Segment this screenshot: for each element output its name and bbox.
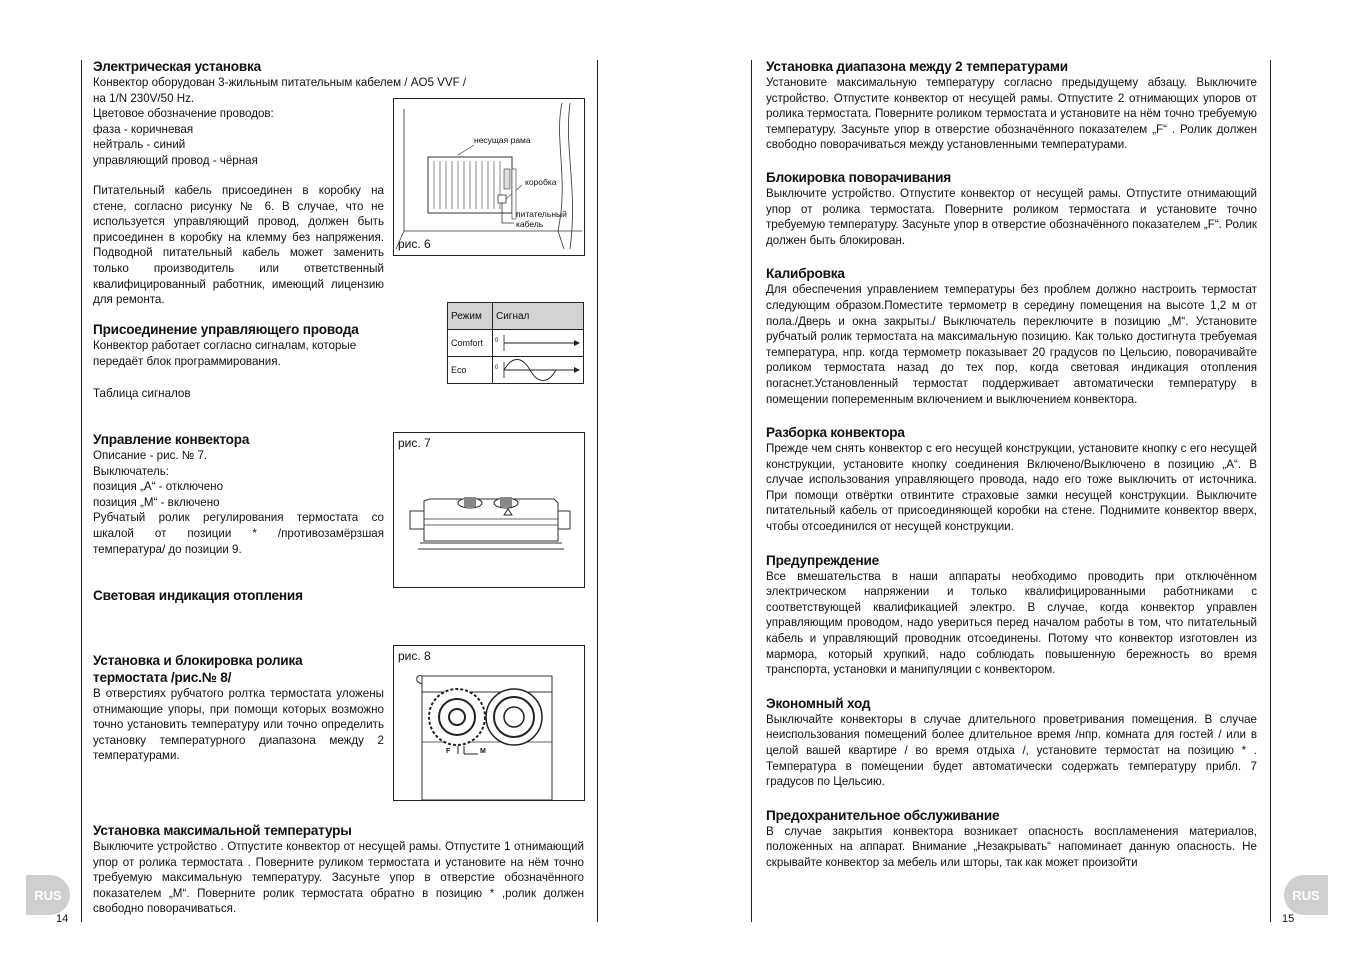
left-margin-rule [81,60,82,922]
economy-title: Экономный ход [766,695,871,711]
figure-8-thermostat [393,645,585,801]
management-switch-text: Описание - рис. № 7. Выключатель: позиция „А“ - отключено позиция „М“ - включено [93,449,224,509]
electrical-title: Электрическая установка [93,59,262,74]
range-text: Установите максимальную температуру согласно предыдущему абзацу. Выключите устройство. Отпустите конвектор от несущей рамы. Отпустите 2 отнимающих упоров от ролика термостата. Поверните роликом термостата и установите на нём точно требуемую температуру. Засуньте упор в отверстие обозначённого показателем „F“ . Ролик должен свободно поворачиваться между установленными температурами. [766,76,1257,152]
control-wire-text: Конвектор работает согласно сигналам, которые передаёт блок программирования. [93,339,357,368]
max-temp-title: Установка максимальной температуры [93,823,352,838]
calibration-title: Калибровка [766,266,845,282]
eco-zero-mark: 0 [495,365,499,371]
page-number-left: 14 [56,913,69,925]
electrical-wiring-text: Конвектор оборудован 3-жильным питательным кабелем / AO5 VVF / на 1/N 230V/50 Hz. Цветовое обозначение проводов: фаза - коричневая нейтраль - синий управляющий провод - чёрная [93,76,467,167]
left-page-edge-rule [597,60,598,922]
signal-table-caption-block [93,386,191,402]
eco-signal-icon [502,359,580,381]
roller-lock-text: В отверстиях рубчатого ролтка термостата уложены отнимающие упоры, при помощи которых возможно точно установить температуру или точно определить установку температурного диапазона между 2 температурами. [93,687,384,763]
safety-title: Предохранительное обслуживание [766,807,1000,823]
management-section [93,431,384,557]
block-text: Выключите устройство. Отпустите конвектор от несущей рамы. Отпустите отнимающий упор от ролика термостата. Поверните роликом термостата и установите точно требуемую температуру. Засуньте упор в отверстие обозначённого показателем „F“. Ролик должен быть блокирован. [766,186,1257,247]
block-title: Блокировка поворачивания [766,169,952,185]
control-wire-section [93,321,393,369]
signal-row-eco-graph [493,357,584,384]
cable-callout-label: питательный кабель [516,209,567,229]
calibration-text: Для обеспечения управлением температуры без проблем должно настроить термостат следующим образом.Поместите термометр в середину помещения на высоте 1,2 м от пола./Дверь и окна закрыты./ Выключатель переключите в позицию „М“. Установите рубчатый ролик термостата на максимальную позицию. Как только достигнута требуемая температура, нпр. когда термометр показывает 20 градусов по Цельсию, поворачивайте роликом термостата назад до тех пор, когда световая индикация отопления погаснет.Установленный термостат поддерживает автоматически температуру в помещении попеременным включением и выключением конвектора. [766,283,1257,406]
control-wire-title: Присоединение управляющего провода [93,322,359,337]
figure-8-label: рис. 8 [398,649,431,663]
roller-lock-title: Установка и блокировка ролика термостата /рис.№ 8/ [93,653,303,685]
roller-lock-section [93,652,384,764]
right-margin-rule [1270,60,1271,922]
signal-row-comfort-mode: Comfort [448,330,493,357]
economy-text: Выключайте конвекторы в случае длительного проветривания помещения. В случае неиспользования помещений более длительное время /нпр. комната для гостей / или в целой вашей квартире / во время отдыха /, установите термостат на позицию * . Температура в помещении будет автоматически содержать температуру прибл. 7 градусов по Цельсию. [766,712,1257,789]
frame-callout-label: несущая рама [474,135,531,145]
language-badge-right: RUS [1284,875,1328,915]
max-temp-section [93,822,584,917]
range-title: Установка диапазона между 2 температурами [766,59,1068,74]
figure-6-installation [393,98,585,256]
management-title: Управление конвектора [93,432,250,447]
figure-7-label: рис. 7 [398,436,431,450]
heating-light-title: Световая индикация отопления [93,588,303,603]
max-temp-text: Выключите устройство . Отпустите конвектор от несущей рамы. Отпустите 1 отнимающий упор от ролика термостата . Поверните руликом термостата и установите на нём точно требуемую максимальную температуру. Засуньте упор в отверстие обозначённого показателем „М“. Поверните ролик термостата обратно в позицию * ,ролик должен свободно поворачиваться. [93,840,584,916]
box-callout-label: коробка [525,177,557,187]
electrical-cable-text-block [93,183,384,308]
warning-text: Все вмешательства в наши аппараты необходимо проводить при отключённом электрическом напряжении и только квалифицированными работниками с соответствующей квалификацией электро. В случае, когда конвектор управлен управляющим проводом, надо увериться перед началом работы в том, что питательный кабель и управляющий проводник отсоединены. Потому что конвектор изготовлен из мармора, который хрупкий, надо соблюдать повышенную бережность во время транспорта, установки и манипуляции с конвектором. [766,569,1257,677]
language-badge-left: RUS [26,875,70,915]
right-column [766,58,1257,871]
signal-table-header-mode: Режим [448,303,493,330]
convector-top-diagram-icon [394,433,584,587]
heating-light-section [93,587,303,604]
warning-title: Предупреждение [766,552,880,568]
disassembly-title: Разборка конвектора [766,425,905,441]
disassembly-text: Прежде чем снять конвектор с его несущей конструкции, установите кнопку с его несущей конструкции, установите кнопку соединения Включено/Выключено в позицию „А“. В случае использования управляющего провода, надо его тоже выключить от источника. При помощи отвёртки отвинтите страховые замки несущей конструкции. Выключите питательный кабель от присоединяющей коробки на стене. Поднимите конвектор вверх, чтобы отсоединился от несущей конструкции. [766,442,1257,534]
signal-table-header-signal: Сигнал [493,303,584,330]
management-roller-text: Рубчатый ролик регулирования термостата со шкалой от позиции * /противозамёрзшая температура/ до позиции 9. [93,511,384,556]
right-page-edge-rule [751,60,752,922]
signal-row-eco-mode: Eco [448,357,493,384]
figure-6-label: рис. 6 [398,237,431,251]
figure-7-control-panel [393,432,585,588]
safety-text: В случае закрытия конвектора возникает опасность воспламенения материалов, положенных на аппарат. Внимание „Незакрывать“ напоминает данную опасность. Не скрывайте конвектор за мебель или шторы, так как может произойти [766,824,1257,869]
signal-table [447,302,584,384]
comfort-signal-icon [502,332,580,354]
mark-f-label: F [446,748,451,755]
signal-table-caption: Таблица сигналов [93,387,191,400]
electrical-cable-text: Питательный кабель присоединен в коробку на стене, согласно рисунку № 6. В случае, что не используется управляющий провод, должен быть присоединен в коробку на клемму без напряжения. Подводной питательный кабель может заменить только производитель или ответственный квалифицированный работник, имеющий лицензию для ремонта. [93,184,384,307]
signal-row-comfort-graph [493,330,584,357]
comfort-zero-mark: 0 [495,338,499,344]
mark-m-label: M [480,748,486,755]
thermostat-dials-diagram-icon [394,646,584,800]
page-number-right: 15 [1282,913,1295,925]
